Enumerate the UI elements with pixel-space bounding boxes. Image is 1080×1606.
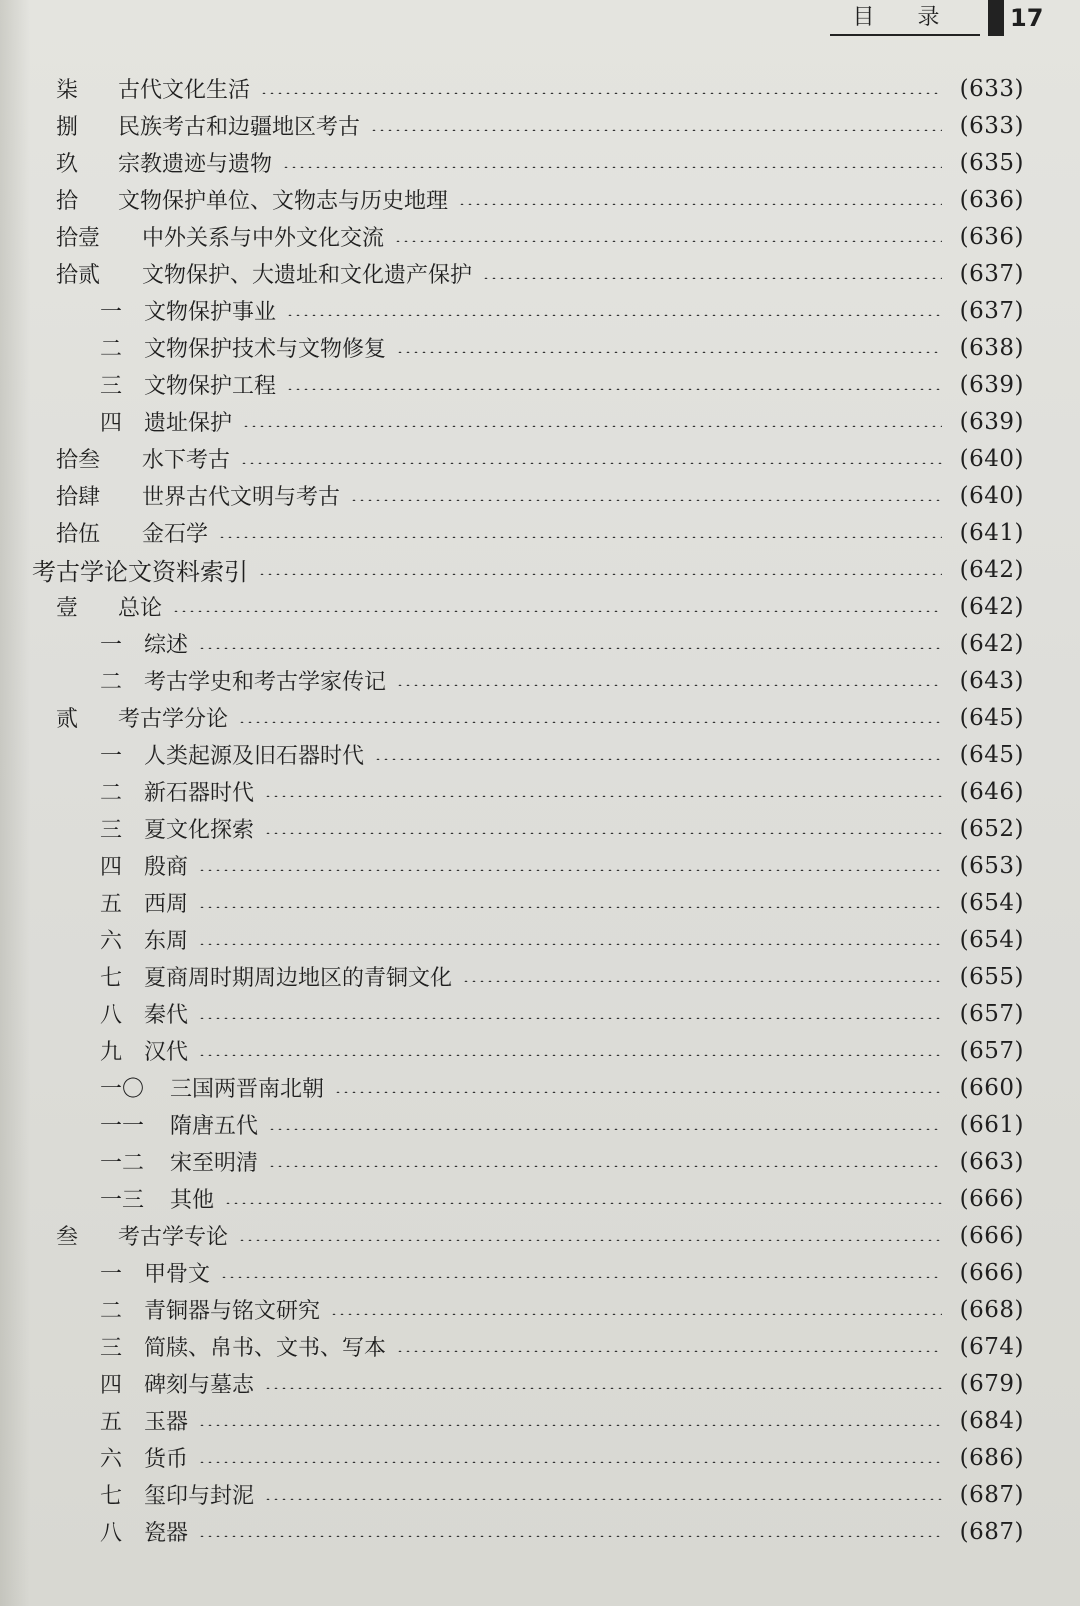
- toc-entry: [100, 1069, 1024, 1106]
- toc-entry: [100, 1291, 1024, 1328]
- toc-entry-number: 拾肆: [56, 485, 101, 510]
- dot-leader: [458, 203, 942, 205]
- toc-entry-page: (641): [959, 519, 1024, 546]
- toc-entry-page: (687): [959, 1518, 1024, 1545]
- toc-entry-title: 玺印与封泥: [144, 1484, 255, 1509]
- dot-leader: [282, 166, 942, 168]
- toc-entry-title: 遗址保护: [144, 411, 233, 436]
- toc-entry-title: 世界古代文明与考古: [142, 485, 341, 510]
- toc-entry-page: (660): [959, 1074, 1024, 1101]
- toc-entry-number: 七: [100, 966, 123, 991]
- toc-entry-page: (645): [959, 741, 1024, 768]
- toc-entry-number: 一三: [100, 1188, 145, 1213]
- toc-entry-title: 金石学: [142, 522, 209, 547]
- toc-entry-number: 二: [100, 670, 123, 695]
- toc-entry-page: (684): [959, 1407, 1024, 1434]
- toc-entry-page: (642): [959, 630, 1024, 657]
- toc-entry-number: 拾壹: [56, 226, 101, 251]
- toc-entry-title: 综述: [144, 633, 189, 658]
- toc-entry: [100, 1365, 1024, 1402]
- toc-entry-title: 秦代: [144, 1003, 189, 1028]
- toc-entry: [100, 403, 1024, 440]
- dot-leader: [396, 684, 942, 686]
- toc-entry-number: 五: [100, 892, 123, 917]
- toc-entry: [100, 625, 1024, 662]
- toc-entry-title: 文物保护技术与文物修复: [144, 337, 387, 362]
- toc-entry: [100, 1476, 1024, 1513]
- dot-leader: [220, 1276, 942, 1278]
- toc-entry-page: (640): [959, 445, 1024, 472]
- toc-entry: [100, 1513, 1024, 1550]
- dot-leader: [198, 906, 942, 908]
- toc-entry-title: 三国两晋南北朝: [170, 1077, 325, 1102]
- toc-entry: [100, 1032, 1024, 1069]
- toc-entry-number: 四: [100, 1373, 123, 1398]
- dot-leader: [268, 1128, 942, 1130]
- toc-entry: [56, 144, 1024, 181]
- dot-leader: [286, 388, 942, 390]
- toc-entry-number: 拾伍: [56, 522, 101, 547]
- toc-entry: [100, 736, 1024, 773]
- toc-entry-title: 玉器: [144, 1410, 189, 1435]
- toc-entry-page: (655): [959, 963, 1024, 990]
- dot-leader: [198, 1535, 942, 1537]
- toc-entry-page: (674): [959, 1333, 1024, 1360]
- toc-entry-title: 货币: [144, 1447, 189, 1472]
- dot-leader: [258, 573, 942, 575]
- dot-leader: [482, 277, 942, 279]
- toc-entry-title: 宗教遗迹与遗物: [118, 152, 273, 177]
- dot-leader: [260, 92, 942, 94]
- toc-entry-title: 文物保护工程: [144, 374, 277, 399]
- dot-leader: [264, 1387, 942, 1389]
- header-page-number: 17: [1010, 4, 1044, 32]
- toc-entry-title: 其他: [170, 1188, 215, 1213]
- toc-entry-number: 六: [100, 929, 123, 954]
- toc-entry-title: 中外关系与中外文化交流: [142, 226, 385, 251]
- dot-leader: [198, 1054, 942, 1056]
- toc-entry-title: 考古学论文资料索引: [32, 558, 248, 586]
- toc-entry-title: 简牍、帛书、文书、写本: [144, 1336, 387, 1361]
- dot-leader: [374, 758, 942, 760]
- toc-entry-page: (666): [959, 1259, 1024, 1286]
- dot-leader: [238, 721, 942, 723]
- toc-entry-number: 捌: [56, 115, 79, 140]
- toc-entry-page: (639): [959, 408, 1024, 435]
- toc-entry-title: 青铜器与铭文研究: [144, 1299, 321, 1324]
- page-header: [810, 0, 1080, 40]
- dot-leader: [240, 462, 942, 464]
- toc-entry-title: 西周: [144, 892, 189, 917]
- toc-entry-title: 东周: [144, 929, 189, 954]
- dot-leader: [264, 832, 942, 834]
- toc-entry-number: 七: [100, 1484, 123, 1509]
- toc-entry-title: 隋唐五代: [170, 1114, 259, 1139]
- toc-entry-page: (643): [959, 667, 1024, 694]
- toc-entry-title: 宋至明清: [170, 1151, 259, 1176]
- toc-entry-page: (636): [959, 223, 1024, 250]
- toc-entry-title: 新石器时代: [144, 781, 255, 806]
- toc-entry-page: (654): [959, 926, 1024, 953]
- toc-entry-title: 瓷器: [144, 1521, 189, 1546]
- toc-entry-number: 九: [100, 1040, 123, 1065]
- toc-entry-page: (635): [959, 149, 1024, 176]
- dot-leader: [396, 1350, 942, 1352]
- toc-entry: [56, 181, 1024, 218]
- toc-entry-page: (645): [959, 704, 1024, 731]
- toc-entry: [100, 1254, 1024, 1291]
- toc-part-heading: [32, 551, 1024, 588]
- toc-entry-page: (668): [959, 1296, 1024, 1323]
- toc-entry-number: 一二: [100, 1151, 145, 1176]
- toc-entry-number: 玖: [56, 152, 79, 177]
- toc-entry-number: 拾: [56, 189, 79, 214]
- toc-entry: [100, 662, 1024, 699]
- page-edge-shadow: [0, 0, 30, 1606]
- toc-entry: [56, 255, 1024, 292]
- dot-leader: [198, 869, 942, 871]
- toc-entry: [100, 1328, 1024, 1365]
- toc-entry: [56, 70, 1024, 107]
- toc-entry: [56, 477, 1024, 514]
- toc-entry: [100, 1180, 1024, 1217]
- toc-entry-page: (666): [959, 1185, 1024, 1212]
- toc-entry-title: 古代文化生活: [118, 78, 251, 103]
- toc-entry-page: (687): [959, 1481, 1024, 1508]
- toc-entry: [100, 366, 1024, 403]
- dot-leader: [198, 1461, 942, 1463]
- dot-leader: [238, 1239, 942, 1241]
- toc-entry: [100, 329, 1024, 366]
- toc-entry-title: 考古学专论: [118, 1225, 229, 1250]
- dot-leader: [172, 610, 942, 612]
- toc-entry-number: 八: [100, 1521, 123, 1546]
- toc-entry-page: (642): [959, 593, 1024, 620]
- toc-entry: [56, 588, 1024, 625]
- toc-entry-title: 人类起源及旧石器时代: [144, 744, 365, 769]
- toc-entry-number: 一〇: [100, 1077, 145, 1102]
- toc-entry-title: 考古学分论: [118, 707, 229, 732]
- toc-entry-page: (642): [959, 556, 1024, 583]
- toc-entry-page: (637): [959, 260, 1024, 287]
- dot-leader: [396, 351, 942, 353]
- toc-entry-number: 一: [100, 633, 123, 658]
- toc-entry: [100, 884, 1024, 921]
- toc-entry-number: 三: [100, 818, 123, 843]
- toc-entry: [100, 773, 1024, 810]
- toc-entry-page: (653): [959, 852, 1024, 879]
- toc-entry-page: (638): [959, 334, 1024, 361]
- toc-entry-title: 夏文化探索: [144, 818, 255, 843]
- toc-entry-page: (663): [959, 1148, 1024, 1175]
- toc-entry: [56, 699, 1024, 736]
- dot-leader: [264, 795, 942, 797]
- toc-entry: [100, 921, 1024, 958]
- toc-entry-page: (640): [959, 482, 1024, 509]
- toc-entry-number: 二: [100, 337, 123, 362]
- toc-entry: [56, 514, 1024, 551]
- toc-entry-title: 甲骨文: [144, 1262, 211, 1287]
- toc-entry: [100, 1143, 1024, 1180]
- toc-entry-page: (633): [959, 75, 1024, 102]
- dot-leader: [334, 1091, 942, 1093]
- toc-entry: [100, 958, 1024, 995]
- header-section-title: 目 录: [830, 2, 980, 36]
- toc-entry-number: 三: [100, 1336, 123, 1361]
- toc-entry-page: (661): [959, 1111, 1024, 1138]
- toc-entry-number: 柒: [56, 78, 79, 103]
- toc-entry-title: 汉代: [144, 1040, 189, 1065]
- toc-entry-title: 民族考古和边疆地区考古: [118, 115, 361, 140]
- toc-entry-page: (652): [959, 815, 1024, 842]
- toc-entry: [100, 847, 1024, 884]
- toc-entry-number: 一一: [100, 1114, 145, 1139]
- toc-entry-page: (636): [959, 186, 1024, 213]
- toc-entry: [100, 810, 1024, 847]
- toc-entry: [100, 1402, 1024, 1439]
- toc-entry-page: (654): [959, 889, 1024, 916]
- toc-entry: [56, 1217, 1024, 1254]
- toc-entry-page: (679): [959, 1370, 1024, 1397]
- toc-entry-title: 殷商: [144, 855, 189, 880]
- toc-entry-number: 一: [100, 300, 123, 325]
- toc-entry-number: 一: [100, 744, 123, 769]
- toc-entry-number: 三: [100, 374, 123, 399]
- dot-leader: [462, 980, 942, 982]
- toc-entry-page: (646): [959, 778, 1024, 805]
- toc-entry-title: 文物保护单位、文物志与历史地理: [118, 189, 449, 214]
- dot-leader: [268, 1165, 942, 1167]
- toc-entry: [100, 995, 1024, 1032]
- toc-entry-number: 八: [100, 1003, 123, 1028]
- toc-entry-number: 二: [100, 781, 123, 806]
- toc-entry-number: 贰: [56, 707, 79, 732]
- toc-entry-page: (633): [959, 112, 1024, 139]
- dot-leader: [224, 1202, 942, 1204]
- toc-entry-number: 拾叁: [56, 448, 101, 473]
- toc-entry-title: 水下考古: [142, 448, 231, 473]
- toc-entry: [100, 1439, 1024, 1476]
- toc-entry-number: 六: [100, 1447, 123, 1472]
- toc-entry-number: 拾贰: [56, 263, 101, 288]
- dot-leader: [350, 499, 942, 501]
- toc-entry-page: (657): [959, 1037, 1024, 1064]
- toc-entry-title: 碑刻与墓志: [144, 1373, 255, 1398]
- dot-leader: [286, 314, 942, 316]
- toc-entry: [100, 1106, 1024, 1143]
- toc-entry-title: 文物保护、大遗址和文化遗产保护: [142, 263, 473, 288]
- toc-entry-number: 四: [100, 411, 123, 436]
- toc-entry-number: 五: [100, 1410, 123, 1435]
- toc-entry-page: (639): [959, 371, 1024, 398]
- toc-entry-number: 壹: [56, 596, 79, 621]
- toc-entry-page: (637): [959, 297, 1024, 324]
- dot-leader: [198, 1017, 942, 1019]
- toc-entry-page: (657): [959, 1000, 1024, 1027]
- toc-entry-title: 文物保护事业: [144, 300, 277, 325]
- toc-entry-title: 总论: [118, 596, 163, 621]
- header-black-bar: [988, 0, 1004, 36]
- dot-leader: [242, 425, 942, 427]
- dot-leader: [394, 240, 942, 242]
- dot-leader: [198, 943, 942, 945]
- toc-entry: [56, 218, 1024, 255]
- toc-entry: [56, 107, 1024, 144]
- toc-entry-title: 夏商周时期周边地区的青铜文化: [144, 966, 453, 991]
- dot-leader: [198, 1424, 942, 1426]
- toc-entry-number: 一: [100, 1262, 123, 1287]
- toc-entry-number: 四: [100, 855, 123, 880]
- toc-entry-number: 叁: [56, 1225, 79, 1250]
- dot-leader: [370, 129, 942, 131]
- toc-entry-page: (686): [959, 1444, 1024, 1471]
- toc-entry-title: 考古学史和考古学家传记: [144, 670, 387, 695]
- toc-entry: [100, 292, 1024, 329]
- toc-entry-page: (666): [959, 1222, 1024, 1249]
- toc-entry-number: 二: [100, 1299, 123, 1324]
- dot-leader: [330, 1313, 942, 1315]
- dot-leader: [264, 1498, 942, 1500]
- dot-leader: [218, 536, 942, 538]
- dot-leader: [198, 647, 942, 649]
- toc-entry: [56, 440, 1024, 477]
